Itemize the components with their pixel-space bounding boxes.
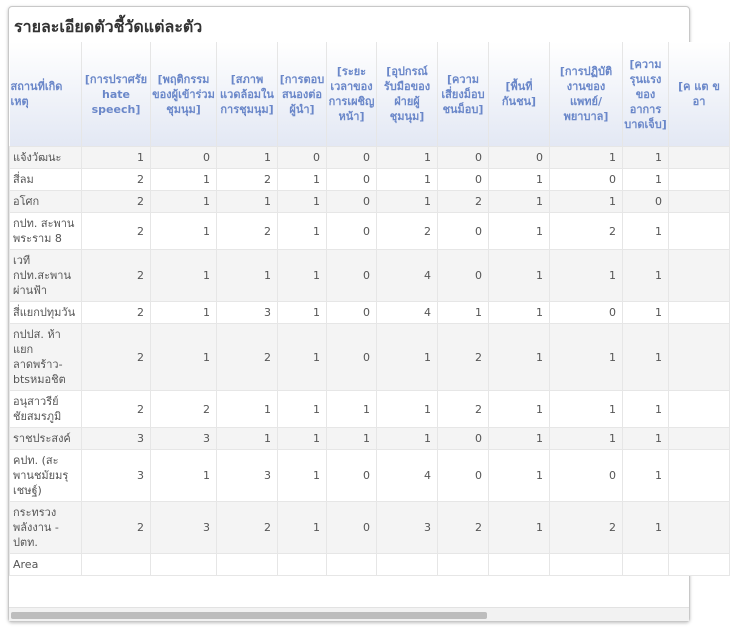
value-cell: 1 <box>377 147 438 169</box>
value-cell: 0 <box>438 147 489 169</box>
horizontal-scrollbar[interactable] <box>9 607 689 621</box>
value-cell: 1 <box>623 302 669 324</box>
table-row[interactable] <box>10 169 730 191</box>
value-cell: 1 <box>217 428 278 450</box>
value-cell <box>669 147 730 169</box>
indicator-table-viewport <box>9 42 720 597</box>
value-cell: 2 <box>550 502 623 554</box>
value-cell: 0 <box>623 191 669 213</box>
value-cell: 3 <box>217 450 278 502</box>
value-cell: 1 <box>151 302 217 324</box>
value-cell: 1 <box>550 324 623 391</box>
value-cell: 3 <box>377 502 438 554</box>
value-cell: 1 <box>489 191 550 213</box>
value-cell: 1 <box>217 391 278 428</box>
column-header[interactable]: [การปฏิบัติงานของแพทย์/พยาบาล] <box>550 42 623 147</box>
location-cell: สี่แยกปทุมวัน <box>10 302 82 324</box>
value-cell: 1 <box>377 324 438 391</box>
table-row[interactable] <box>10 554 730 576</box>
value-cell: 0 <box>327 191 377 213</box>
value-cell <box>669 302 730 324</box>
value-cell <box>550 554 623 576</box>
value-cell: 1 <box>82 147 151 169</box>
value-cell: 0 <box>327 324 377 391</box>
table-header-row <box>10 42 730 147</box>
value-cell: 1 <box>278 391 327 428</box>
value-cell <box>669 250 730 302</box>
value-cell: 2 <box>550 213 623 250</box>
value-cell: 1 <box>623 169 669 191</box>
value-cell: 1 <box>278 428 327 450</box>
value-cell: 1 <box>327 428 377 450</box>
value-cell: 1 <box>151 169 217 191</box>
table-row[interactable] <box>10 213 730 250</box>
value-cell: 1 <box>377 428 438 450</box>
value-cell <box>278 554 327 576</box>
column-header[interactable]: [อุปกรณ์รับมือของฝ่ายผู้ชุมนุม] <box>377 42 438 147</box>
column-header[interactable]: [ความเสี่ยงม็อบชนม็อบ] <box>438 42 489 147</box>
value-cell: 1 <box>550 391 623 428</box>
value-cell: 0 <box>327 450 377 502</box>
value-cell: 2 <box>82 213 151 250</box>
value-cell <box>151 554 217 576</box>
location-cell: กระทรวงพลังงาน - ปตท. <box>10 502 82 554</box>
column-header[interactable]: [สภาพแวดล้อมในการชุมนุม] <box>217 42 278 147</box>
value-cell: 1 <box>377 391 438 428</box>
value-cell: 1 <box>623 502 669 554</box>
value-cell <box>669 502 730 554</box>
column-header[interactable]: [การตอบสนองต่อผู้นำ] <box>278 42 327 147</box>
value-cell: 3 <box>217 302 278 324</box>
value-cell: 1 <box>151 213 217 250</box>
value-cell: 1 <box>623 147 669 169</box>
value-cell: 2 <box>377 213 438 250</box>
column-header[interactable]: [การปราศรัย hate speech] <box>82 42 151 147</box>
value-cell <box>669 191 730 213</box>
value-cell: 2 <box>217 213 278 250</box>
value-cell: 0 <box>151 147 217 169</box>
column-header[interactable]: [ความรุนแรงของอาการบาดเจ็บ] <box>623 42 669 147</box>
indicator-details-panel <box>8 6 720 622</box>
value-cell: 1 <box>217 250 278 302</box>
value-cell: 2 <box>438 324 489 391</box>
value-cell <box>217 554 278 576</box>
indicator-table <box>9 42 730 576</box>
value-cell: 0 <box>327 502 377 554</box>
table-row[interactable] <box>10 324 730 391</box>
value-cell: 1 <box>550 147 623 169</box>
value-cell: 0 <box>438 250 489 302</box>
value-cell: 0 <box>489 147 550 169</box>
value-cell: 1 <box>623 324 669 391</box>
value-cell: 0 <box>438 213 489 250</box>
location-cell: ราชประสงค์ <box>10 428 82 450</box>
value-cell: 1 <box>377 191 438 213</box>
value-cell: 0 <box>550 450 623 502</box>
panel-title: รายละเอียดตัวชี้วัดแต่ละตัว <box>14 17 203 36</box>
value-cell: 1 <box>278 213 327 250</box>
table-row[interactable] <box>10 302 730 324</box>
value-cell: 0 <box>438 450 489 502</box>
value-cell: 1 <box>278 450 327 502</box>
value-cell: 2 <box>217 502 278 554</box>
value-cell: 4 <box>377 450 438 502</box>
location-cell: เวที กปท.สะพานผ่านฟ้า <box>10 250 82 302</box>
location-cell: สี่ลม <box>10 169 82 191</box>
value-cell: 0 <box>278 147 327 169</box>
value-cell <box>377 554 438 576</box>
value-cell: 2 <box>217 324 278 391</box>
value-cell: 2 <box>438 391 489 428</box>
value-cell: 2 <box>217 169 278 191</box>
table-row[interactable] <box>10 428 730 450</box>
table-row[interactable] <box>10 450 730 502</box>
location-cell: อนุสาวรีย์ชัยสมรภูมิ <box>10 391 82 428</box>
location-cell: อโศก <box>10 191 82 213</box>
value-cell: 0 <box>327 250 377 302</box>
value-cell: 1 <box>217 147 278 169</box>
value-cell: 1 <box>550 428 623 450</box>
table-row[interactable] <box>10 147 730 169</box>
value-cell: 1 <box>151 450 217 502</box>
value-cell: 1 <box>623 391 669 428</box>
value-cell: 1 <box>489 324 550 391</box>
value-cell <box>669 428 730 450</box>
table-row[interactable] <box>10 391 730 428</box>
value-cell: 1 <box>489 428 550 450</box>
value-cell <box>669 324 730 391</box>
location-cell: กปปส. ห้าแยกลาดพร้าว-btsหมอชิต <box>10 324 82 391</box>
value-cell: 1 <box>550 250 623 302</box>
value-cell <box>669 169 730 191</box>
value-cell: 0 <box>327 147 377 169</box>
value-cell: 0 <box>438 428 489 450</box>
value-cell: 1 <box>438 302 489 324</box>
value-cell <box>327 554 377 576</box>
value-cell: 2 <box>82 250 151 302</box>
value-cell <box>669 391 730 428</box>
value-cell: 1 <box>623 450 669 502</box>
value-cell <box>669 213 730 250</box>
value-cell: 0 <box>327 302 377 324</box>
value-cell: 0 <box>327 213 377 250</box>
value-cell: 0 <box>327 169 377 191</box>
value-cell: 1 <box>377 169 438 191</box>
value-cell: 2 <box>82 191 151 213</box>
column-header[interactable]: [ระยะเวลาของการเผชิญหน้า] <box>327 42 377 147</box>
value-cell: 1 <box>489 391 550 428</box>
value-cell: 1 <box>278 324 327 391</box>
value-cell: 1 <box>623 428 669 450</box>
location-cell: แจ้งวัฒนะ <box>10 147 82 169</box>
value-cell <box>623 554 669 576</box>
value-cell: 1 <box>327 391 377 428</box>
value-cell: 2 <box>82 391 151 428</box>
value-cell <box>669 554 730 576</box>
value-cell: 2 <box>82 302 151 324</box>
column-header[interactable]: [พื้นที่กันชน] <box>489 42 550 147</box>
value-cell: 1 <box>489 250 550 302</box>
location-cell: คปท. (สะพานชมัยมรุเชษฐ์) <box>10 450 82 502</box>
value-cell: 4 <box>377 302 438 324</box>
value-cell: 1 <box>550 191 623 213</box>
value-cell: 1 <box>489 450 550 502</box>
value-cell <box>82 554 151 576</box>
value-cell: 1 <box>489 302 550 324</box>
value-cell: 0 <box>550 169 623 191</box>
value-cell: 1 <box>623 250 669 302</box>
value-cell: 1 <box>151 250 217 302</box>
value-cell: 2 <box>82 502 151 554</box>
value-cell: 1 <box>278 502 327 554</box>
value-cell: 2 <box>438 502 489 554</box>
value-cell <box>438 554 489 576</box>
value-cell: 1 <box>151 324 217 391</box>
table-row[interactable] <box>10 191 730 213</box>
value-cell: 1 <box>278 250 327 302</box>
value-cell <box>489 554 550 576</box>
value-cell: 1 <box>278 169 327 191</box>
location-cell: กปท. สะพานพระราม 8 <box>10 213 82 250</box>
value-cell: 4 <box>377 250 438 302</box>
value-cell: 2 <box>438 191 489 213</box>
scrollbar-thumb[interactable] <box>11 612 487 619</box>
value-cell: 3 <box>82 450 151 502</box>
value-cell: 3 <box>151 428 217 450</box>
value-cell: 1 <box>151 191 217 213</box>
value-cell: 2 <box>82 324 151 391</box>
value-cell: 1 <box>489 213 550 250</box>
value-cell: 1 <box>278 191 327 213</box>
value-cell: 3 <box>82 428 151 450</box>
value-cell: 1 <box>489 502 550 554</box>
value-cell: 2 <box>151 391 217 428</box>
value-cell: 2 <box>82 169 151 191</box>
column-header[interactable]: สถานที่เกิดเหตุ <box>10 42 82 147</box>
table-row[interactable] <box>10 502 730 554</box>
table-row[interactable] <box>10 250 730 302</box>
value-cell: 1 <box>623 213 669 250</box>
value-cell: 1 <box>278 302 327 324</box>
value-cell: 0 <box>550 302 623 324</box>
column-header[interactable]: [ค แต ข อา <box>669 42 730 147</box>
value-cell: 1 <box>489 169 550 191</box>
location-cell: Area <box>10 554 82 576</box>
column-header[interactable]: [พฤติกรรมของผู้เข้าร่วมชุมนุม] <box>151 42 217 147</box>
value-cell: 3 <box>151 502 217 554</box>
value-cell: 1 <box>217 191 278 213</box>
value-cell: 0 <box>438 169 489 191</box>
value-cell <box>669 450 730 502</box>
